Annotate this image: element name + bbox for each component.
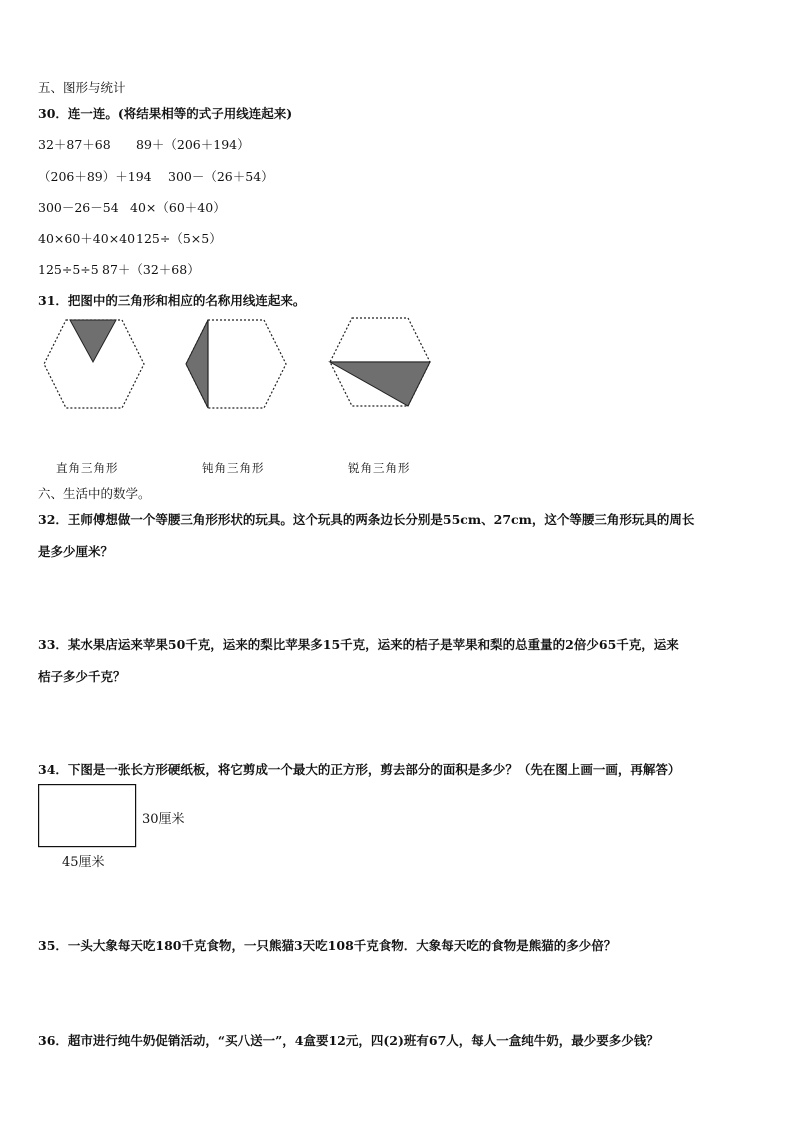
question-35-prompt: 35．一头大象每天吃180千克食物，一只熊猫3天吃108千克食物．大象每天吃的食物是熊猫的多少倍？ (38, 938, 617, 953)
question-32-line1: 32．王师傅想做一个等腰三角形形状的玩具。这个玩具的两条边长分别是55cm、27cm，这个等腰三角形玩具的周长 (38, 512, 695, 527)
expression-left: 32＋87＋68 (38, 137, 111, 152)
question-34-prompt: 34．下图是一张长方形硬纸板，将它剪成一个最大的正方形，剪去部分的面积是多少？（先在图上画一画，再解答） (38, 762, 681, 777)
shaded-triangle (70, 320, 116, 362)
expression-pair-2 (38, 167, 274, 185)
expression-left: 125÷5÷5 (38, 262, 99, 277)
triangle-name-right: 直角三角形 (56, 461, 119, 475)
expression-right: 300－（26＋54） (168, 169, 274, 184)
question-30-prompt: 30．连一连。(将结果相等的式子用线连起来) (38, 106, 293, 121)
expression-pair-5 (38, 260, 200, 278)
expression-right: 87＋（32＋68） (102, 262, 200, 277)
hexagon-figure-2 (182, 318, 290, 410)
rectangle-cardboard (38, 784, 138, 848)
question-33-line1: 33．某水果店运来苹果50千克，运来的梨比苹果多15千克，运来的桔子是苹果和梨的总重量的2倍少65千克，运来 (38, 637, 679, 652)
question-33-line2: 桔子多少千克？ (38, 669, 126, 684)
question-31-prompt: 31．把图中的三角形和相应的名称用线连起来。 (38, 293, 306, 308)
expression-pair-4 (38, 229, 222, 247)
question-36-prompt: 36．超市进行纯牛奶促销活动，“买八送一”，4盒要12元，四(2)班有67人，每人一盒纯牛奶，最少要多少钱？ (38, 1033, 659, 1048)
shaded-triangle (330, 362, 430, 406)
shaded-triangle (186, 320, 208, 408)
triangle-name-obtuse: 钝角三角形 (202, 461, 265, 475)
expression-pair-1 (38, 135, 250, 153)
question-32-line2: 是多少厘米？ (38, 544, 114, 559)
expression-left: （206＋89）＋194 (38, 169, 152, 184)
expression-right: 40×（60＋40） (130, 200, 226, 215)
expression-pair-3 (38, 198, 226, 216)
rectangle-height-label: 30厘米 (142, 812, 185, 827)
hexagon-figure-1 (40, 318, 148, 410)
expression-left: 40×60＋40×40 (38, 231, 136, 246)
rectangle-width-label: 45厘米 (62, 855, 105, 870)
section-heading-6: 六、生活中的数学。 (38, 486, 151, 501)
expression-left: 300－26－54 (38, 200, 119, 215)
expression-right: 89＋（206＋194） (136, 137, 250, 152)
section-heading-5: 五、图形与统计 (38, 80, 126, 95)
hexagon-figure-3 (326, 316, 434, 410)
expression-right: 125÷（5×5） (136, 231, 222, 246)
triangle-name-acute: 锐角三角形 (348, 461, 411, 475)
